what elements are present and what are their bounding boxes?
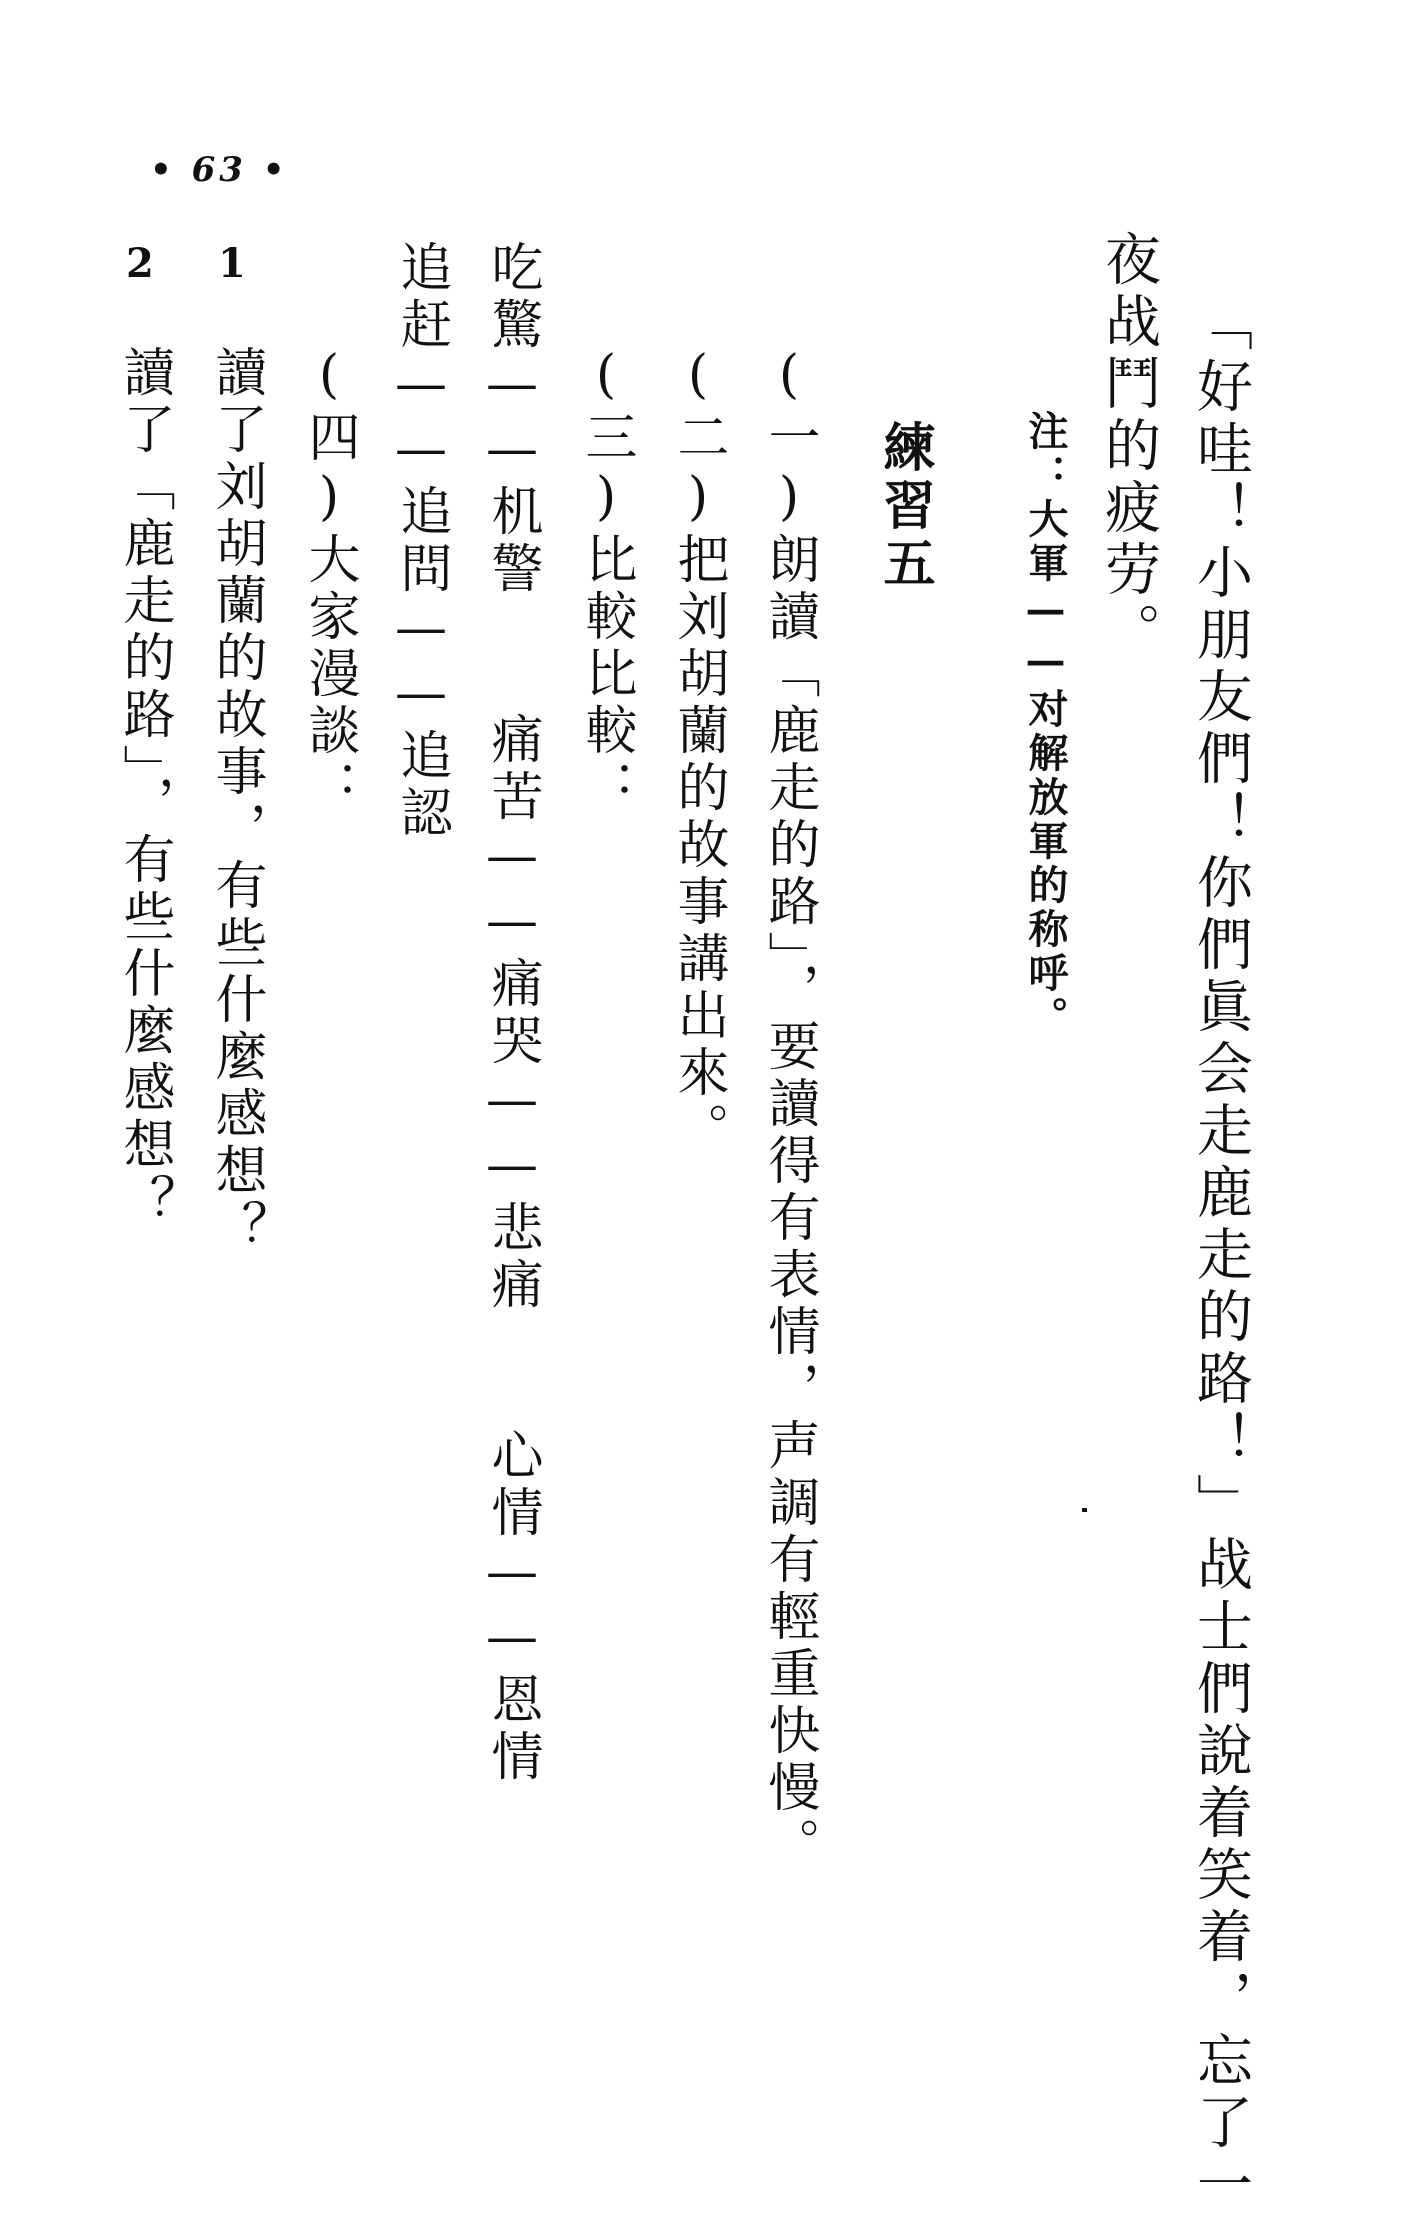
exercise-heading: 練習五 [874,420,935,594]
question-2: 讀了「鹿走的路」，有些什麼感想？ [114,345,174,1231]
question-number-2: 2 [126,240,154,287]
comparison-row-2: 追赶——追問——追認 [391,240,451,842]
exercise-item-1: (一)朗讀「鹿走的路」，要讀得有表情，声調有輕重快慢。 [759,345,819,1874]
page-number: • 63 • [150,150,289,190]
question-number-1: 1 [218,240,246,287]
print-speck [1082,1508,1087,1512]
footnote: 注：大軍——对解放軍的称呼。 [1022,410,1069,1040]
exercise-item-2: (二)把刘胡蘭的故事講出來。 [668,345,728,1159]
exercise-item-3: (三)比較比較： [576,345,636,817]
comparison-row-1: 吃驚——机警 痛苦——痛哭——悲痛 心情——恩情 [482,240,542,1786]
body-line-1: 「好哇！小朋友們！你們眞会走鹿走的路！」战士們說着笑着，忘了一 [1188,295,1253,2217]
question-1: 讀了刘胡蘭的故事，有些什麼感想？ [206,345,266,1257]
exercise-item-4: (四)大家漫談： [299,345,359,817]
body-line-2: 夜战鬥的疲劳。 [1096,230,1161,664]
